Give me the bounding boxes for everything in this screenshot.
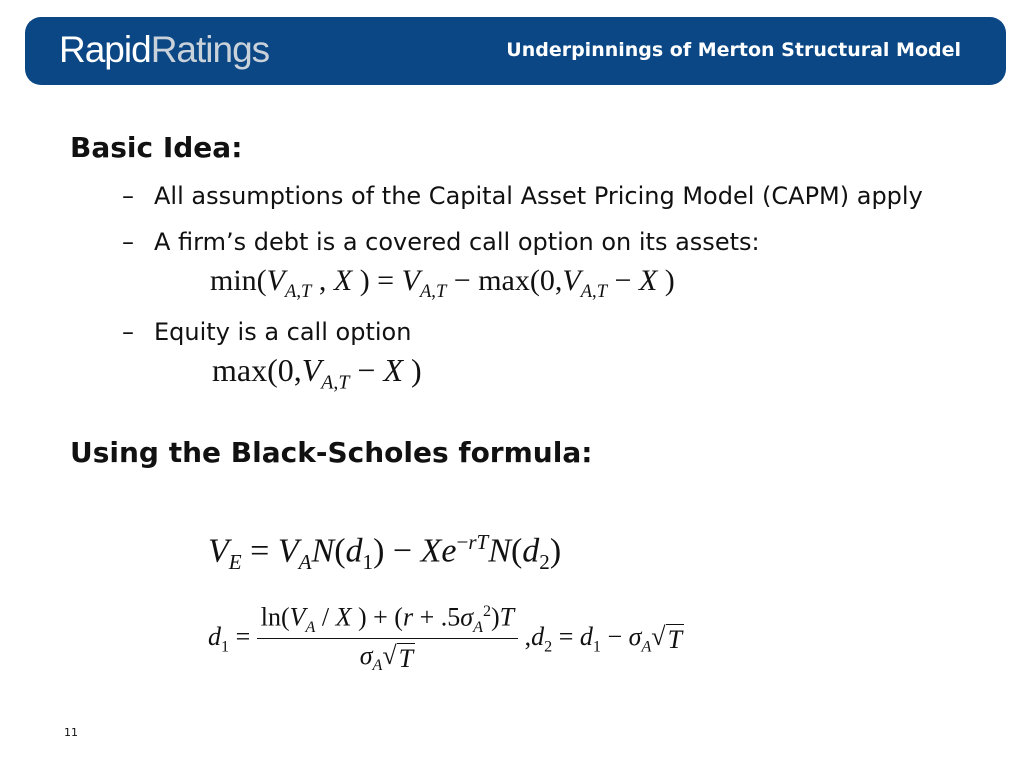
bullet-equity-text: Equity is a call option: [154, 318, 412, 346]
bullet-dash: –: [122, 318, 134, 346]
rapidratings-logo: [59, 31, 269, 68]
bullet-capm: [122, 183, 923, 209]
d1-fraction: $\ln(V_A$ / X ) + $(r + .5\sigma_A^2)T$ $\sigma_A√$ T: [257, 604, 518, 674]
formula-d1-d2: $d_1$ = $\ln(V_A$ / X ) + $(r + .5\sigma_A^2)T$ $\sigma_A√$ T $,d_2 = d_1 - \sigma_A√$ T: [208, 602, 683, 675]
heading-basic-idea: Basic Idea:: [70, 131, 243, 164]
logo-part-rapid: Rapid: [59, 29, 151, 70]
bullet-equity: [122, 319, 411, 345]
slide-title: Underpinnings of Merton Structural Model: [506, 39, 961, 61]
bullet-capm-text: All assumptions of the Capital Asset Pricing Model (CAPM) apply: [154, 182, 923, 210]
logo-part-ratings: Ratings: [150, 29, 270, 70]
formula-equity-payoff: $\max(0,V_{A,T} - X$ ): [212, 352, 422, 394]
bullet-debt-text: A firm’s debt is a covered call option on its assets:: [154, 228, 760, 256]
page-number: 11: [64, 726, 78, 739]
bullet-dash: –: [122, 228, 134, 256]
heading-black-scholes: Using the Black-Scholes formula:: [70, 436, 593, 469]
formula-debt-payoff: $\min(V_{A,T}$ , X ) = $V_{A,T} - \max(0,V_{A,T} - X$ ): [210, 264, 675, 302]
bullet-dash: –: [122, 182, 134, 210]
bullet-debt: [122, 229, 760, 255]
formula-black-scholes: $V_E = V_AN(d_1) - Xe^{-rT}N(d_2)$: [208, 530, 562, 575]
header-bar: [25, 17, 1006, 85]
